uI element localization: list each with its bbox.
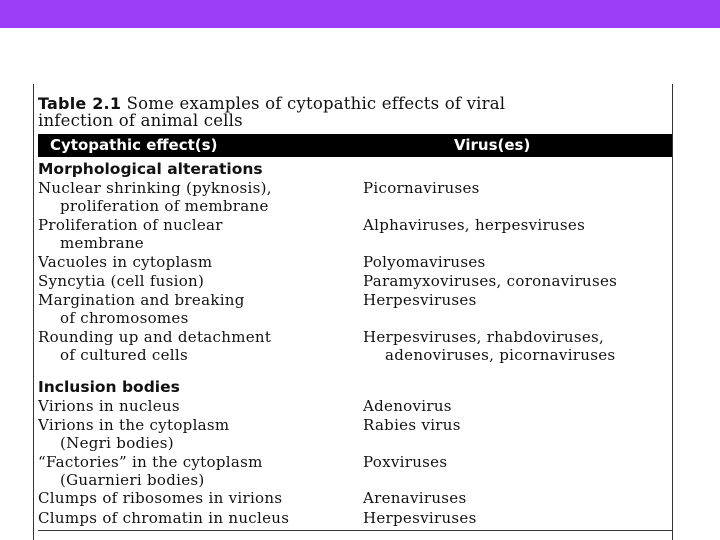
column-header-virus: Virus(es) xyxy=(454,136,531,154)
caption-line-2: infection of animal cells xyxy=(38,111,243,130)
table-label: Table 2.1 xyxy=(38,94,122,113)
table-row-virus: Rabies virus xyxy=(363,416,461,434)
table-row-virus: Alphaviruses, herpesviruses xyxy=(363,216,586,234)
table-row-virus: Picornaviruses xyxy=(363,179,480,197)
table-row-virus: Herpesviruses, rhabdoviruses, adenoviruses, picornaviruses xyxy=(363,328,616,364)
section-heading-morphological: Morphological alterations xyxy=(38,160,263,178)
table-row-effect: Margination and breaking of chromosomes xyxy=(38,291,245,327)
table-row-virus: Adenovirus xyxy=(363,397,452,415)
table-row-effect: Virions in the cytoplasm (Negri bodies) xyxy=(38,416,230,452)
table-row-virus: Polyomaviruses xyxy=(363,253,486,271)
caption-line-1: Some examples of cytopathic effects of viral xyxy=(126,94,506,113)
table-caption xyxy=(38,95,668,129)
table-row-virus: Poxviruses xyxy=(363,453,448,471)
column-header-effect: Cytopathic effect(s) xyxy=(50,136,218,154)
table-bottom-rule xyxy=(38,530,672,531)
table-row-effect: Vacuoles in cytoplasm xyxy=(38,253,213,271)
table-row-effect: Clumps of chromatin in nucleus xyxy=(38,509,290,527)
table-row-effect: “Factories” in the cytoplasm (Guarnieri bodies) xyxy=(38,453,263,489)
table-row-virus: Herpesviruses xyxy=(363,291,477,309)
table-row-effect: Clumps of ribosomes in virions xyxy=(38,489,283,507)
table-header xyxy=(38,134,672,157)
table-row-virus: Paramyxoviruses, coronaviruses xyxy=(363,272,618,290)
slide-title-bar xyxy=(0,0,720,28)
table-row-effect: Rounding up and detachment of cultured cells xyxy=(38,328,272,364)
table-row-virus: Arenaviruses xyxy=(363,489,467,507)
table-row-virus: Herpesviruses xyxy=(363,509,477,527)
table-row-effect: Syncytia (cell fusion) xyxy=(38,272,205,290)
section-heading-inclusion: Inclusion bodies xyxy=(38,378,180,396)
table-row-effect: Nuclear shrinking (pyknosis), proliferation of membrane xyxy=(38,179,272,215)
table-row-effect: Proliferation of nuclear membrane xyxy=(38,216,223,252)
table-row-effect: Virions in nucleus xyxy=(38,397,180,415)
